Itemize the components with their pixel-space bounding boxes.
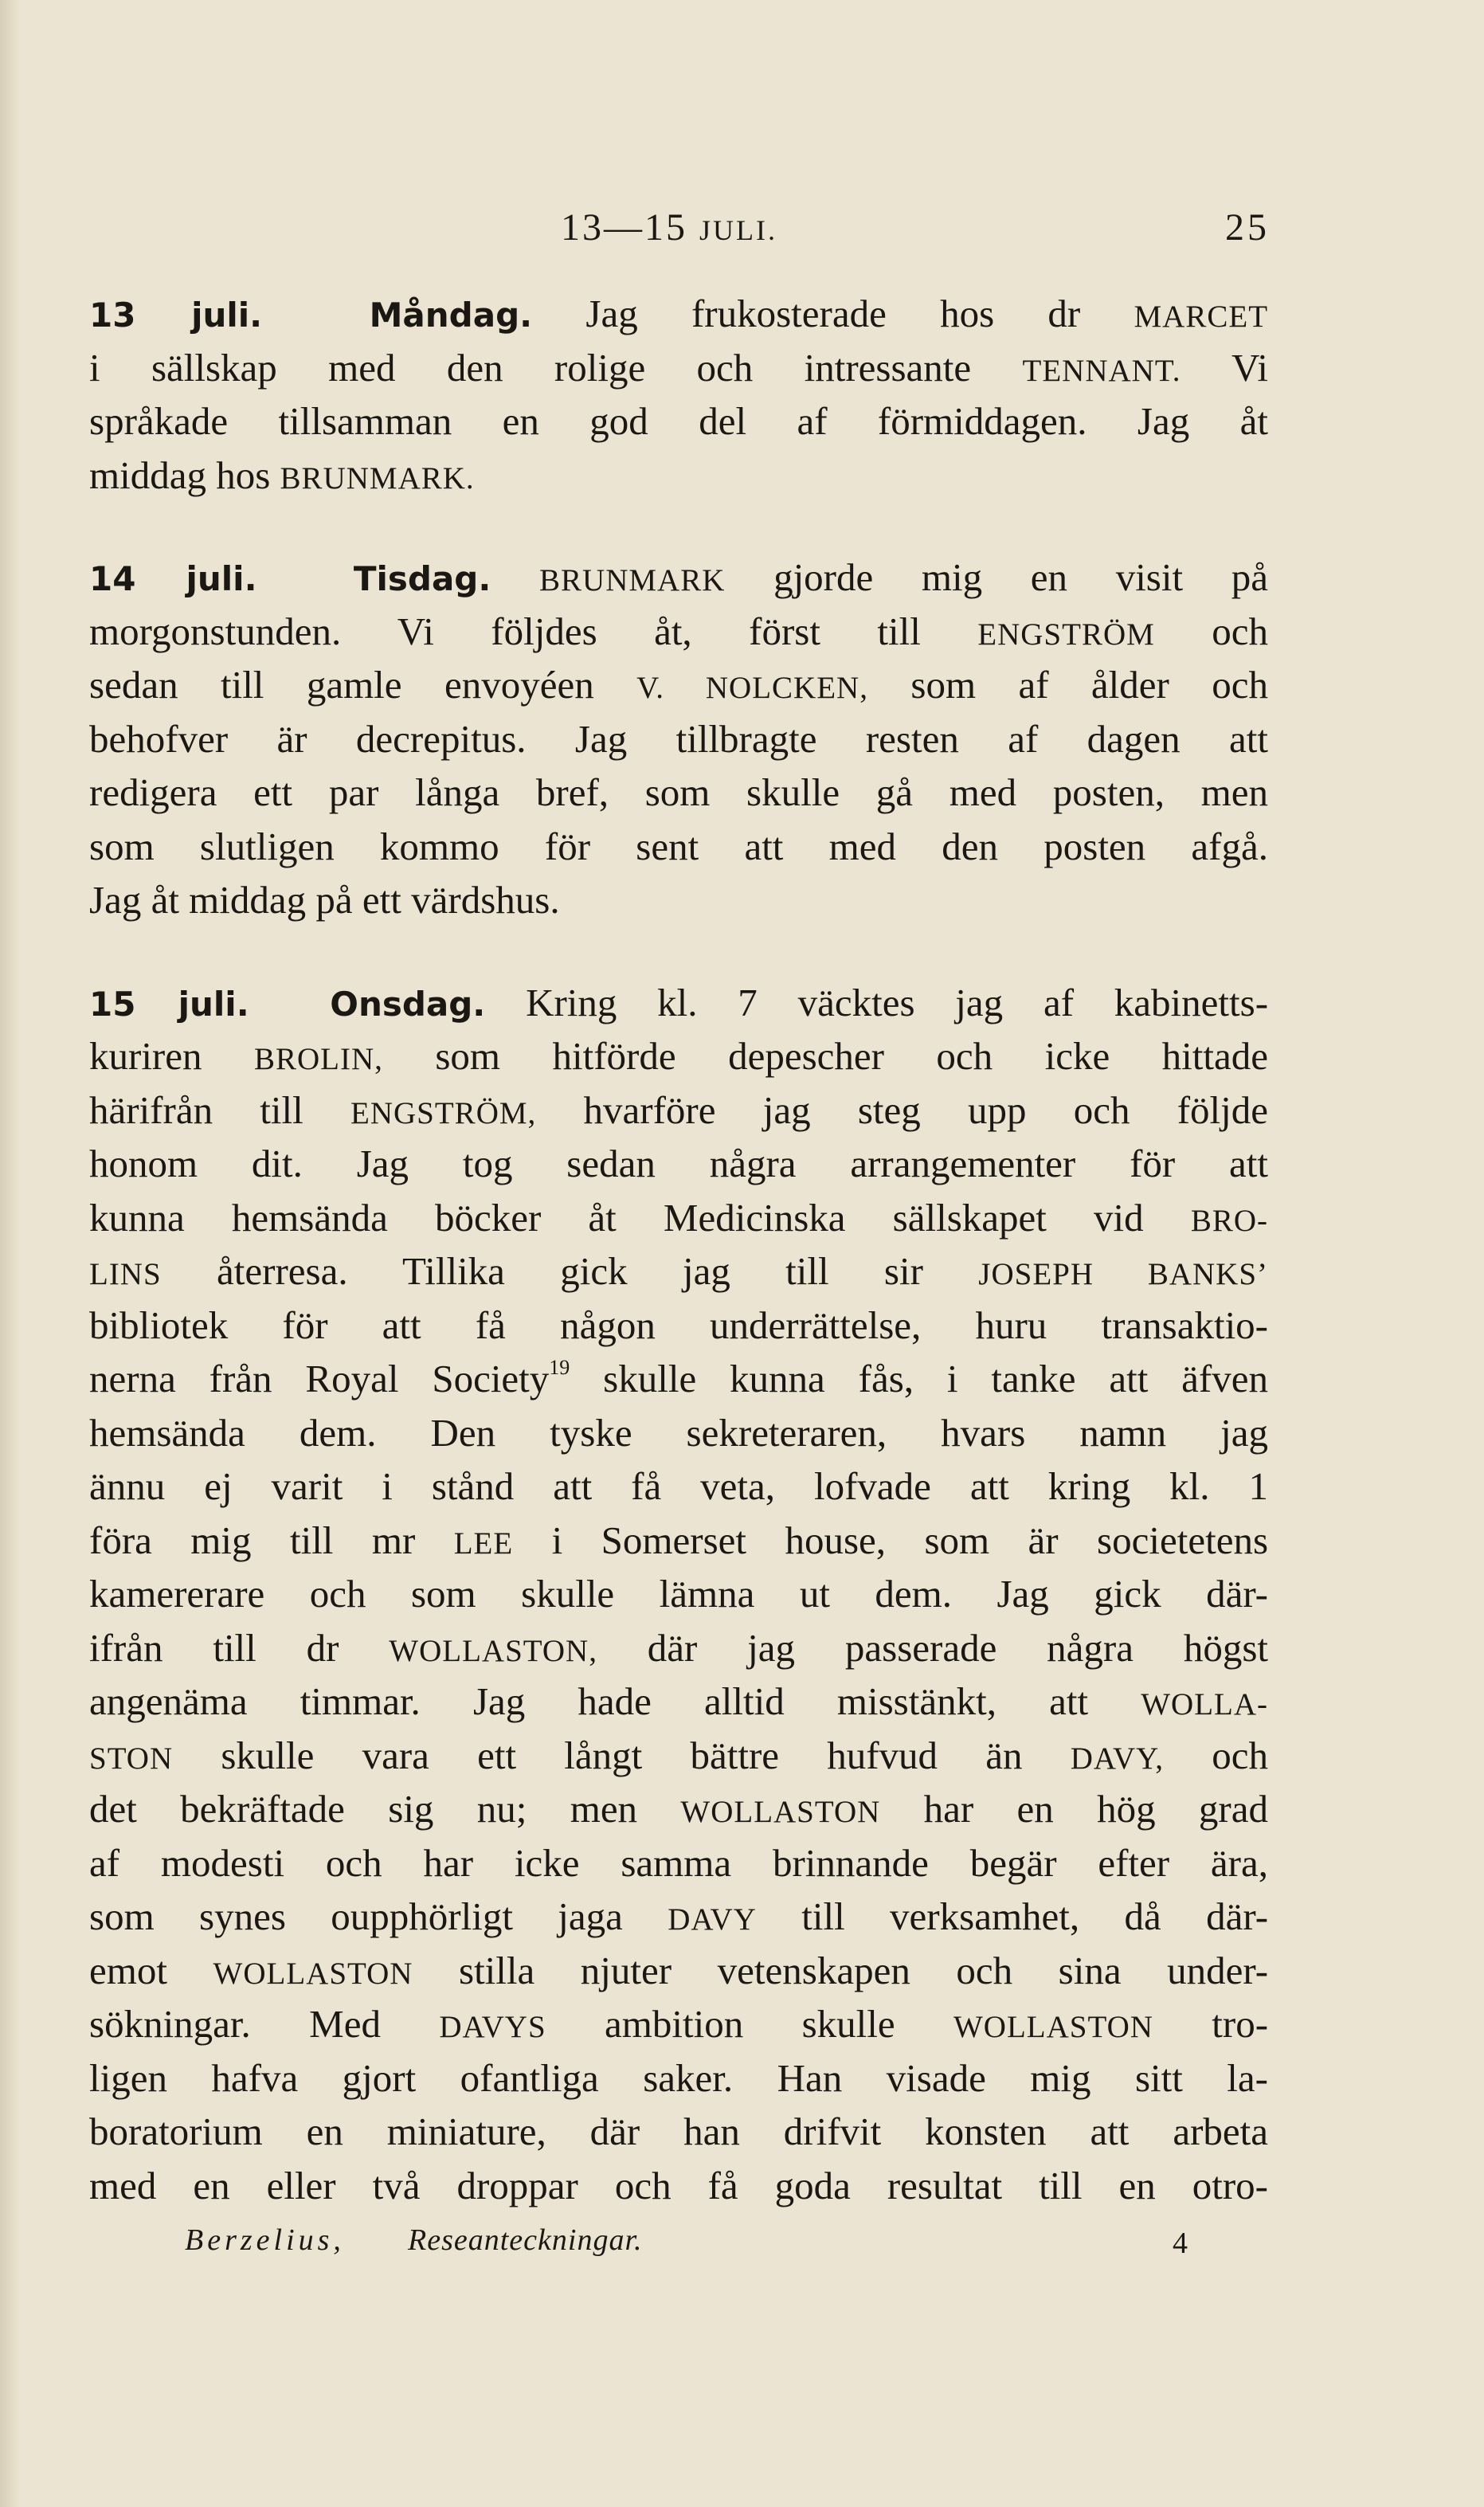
text-segment: ifrån till dr — [89, 1625, 339, 1670]
person-name: WOLLASTON — [213, 1956, 413, 1991]
person-name: WOLLASTON, — [389, 1633, 597, 1668]
text-line — [89, 1675, 1268, 1729]
text-segment: skulle vara ett långt bättre hufvud än — [221, 1733, 1023, 1777]
person-name: JOSEPH BANKS’ — [978, 1257, 1268, 1291]
entry-weekday: Måndag. — [369, 296, 533, 335]
person-name: LEE — [453, 1526, 514, 1561]
text-line: språkade tillsamman en god del af förmiddagen. Jag åt — [89, 399, 1268, 443]
text-segment: härifrån till — [89, 1087, 303, 1132]
text-segment: stilla njuter vetenskapen och sina under- — [459, 1948, 1268, 1992]
text-line — [89, 1729, 1268, 1783]
running-head-title — [561, 206, 777, 249]
text-segment: kunna hemsända böcker åt Medicinska sällskapet vid — [89, 1195, 1144, 1240]
signature-mark: 4 — [1173, 2227, 1188, 2260]
text-segment: Jag frukosterade hos dr — [585, 292, 1081, 335]
text-line: hemsända dem. Den tyske sekreteraren, hvars namn jag — [89, 1410, 1268, 1455]
text-line: bibliotek för att få någon underrättelse, huru transaktio- — [89, 1302, 1268, 1347]
person-name: MARCET — [1134, 300, 1268, 334]
text-segment: återresa. Tillika gick jag till sir — [217, 1249, 923, 1293]
text-segment: i sällskap med den rolige och intressante — [89, 345, 972, 390]
person-name: BRUNMARK. — [280, 460, 475, 496]
text-segment: morgonstunden. Vi följdes åt, först till — [89, 609, 921, 653]
text-segment: i Somerset house, som är societetens — [551, 1518, 1268, 1562]
text-segment: gjorde mig en visit på — [773, 555, 1268, 599]
text-line: ligen hafva gjort ofantliga saker. Han visade mig sitt la- — [89, 2055, 1268, 2100]
person-name: ENGSTRÖM, — [350, 1095, 537, 1130]
text-segment: som af ålder och — [910, 663, 1268, 707]
paragraph-gap — [89, 927, 1268, 976]
running-head — [89, 206, 1268, 261]
text-line — [89, 1514, 1268, 1568]
footer-author: Berzelius, — [185, 2223, 345, 2257]
person-name: DAVY, — [1070, 1741, 1165, 1776]
entry-date: 13 juli. — [89, 296, 263, 335]
page-edge-shadow — [0, 0, 21, 2507]
text-segment: där jag passerade några högst — [647, 1625, 1268, 1670]
text-segment: har en hög grad — [923, 1787, 1268, 1831]
text-line: redigera ett par långa bref, som skulle gå med posten, men — [89, 770, 1268, 814]
text-segment: middag hos — [89, 452, 271, 497]
person-name: V. NOLCKEN, — [636, 671, 868, 705]
text-line: kamererare och som skulle lämna ut dem. Jag gick där- — [89, 1572, 1268, 1616]
text-line — [89, 1029, 1268, 1083]
person-name: WOLLASTON — [680, 1795, 881, 1829]
text-segment: som hitförde depescher och icke hittade — [435, 1034, 1268, 1078]
person-name: WOLLASTON — [953, 2010, 1153, 2044]
running-head-month: JULI. — [699, 214, 777, 246]
person-name: TENNANT. — [1022, 353, 1181, 388]
text-line: ännu ej varit i stånd att få veta, lofvade att kring kl. 1 — [89, 1464, 1268, 1508]
person-name: DAVY — [668, 1902, 757, 1937]
text-line: af modesti och har icke samma brinnande begär efter ära, — [89, 1840, 1268, 1885]
text-line: Jag åt middag på ett värdshus. — [89, 878, 560, 922]
entry-weekday: Onsdag. — [330, 984, 486, 1024]
text-segment: till verksamhet, då där- — [801, 1894, 1268, 1938]
text-segment: det bekräftade sig nu; men — [89, 1787, 638, 1831]
person-name: BRUNMARK — [539, 563, 726, 597]
text-segment: emot — [89, 1948, 167, 1992]
text-segment: sedan till gamle envoyéen — [89, 663, 594, 707]
page-number: 25 — [1225, 206, 1270, 249]
text-line — [89, 550, 1268, 605]
text-line — [89, 605, 1268, 659]
text-line — [89, 976, 1268, 1030]
text-segment: föra mig till mr — [89, 1518, 416, 1562]
text-line: honom dit. Jag tog sedan några arrangementer för att — [89, 1142, 1268, 1185]
entry-weekday: Tisdag. — [353, 559, 491, 598]
text-segment: och — [1212, 609, 1268, 653]
running-head-dates: 13—15 — [561, 206, 687, 249]
text-segment: Vi — [1231, 345, 1268, 390]
person-name: LINS — [89, 1257, 162, 1291]
text-line — [89, 1244, 1268, 1299]
footnote-ref: 19 — [549, 1356, 570, 1379]
text-segment: och — [1212, 1733, 1268, 1777]
text-line: behofver är decrepitus. Jag tillbragte resten af dagen att — [89, 716, 1268, 761]
person-name: BRO- — [1190, 1203, 1268, 1238]
person-name: STON — [89, 1741, 174, 1776]
text-line — [89, 1944, 1268, 1998]
text-line — [89, 1191, 1268, 1245]
text-segment: sökningar. Med — [89, 2002, 381, 2046]
text-segment: hvarföre jag steg upp och följde — [583, 1087, 1268, 1132]
entry-date: 15 juli. — [89, 984, 249, 1024]
text-line — [89, 1083, 1268, 1138]
text-segment: som synes oupphörligt jaga — [89, 1894, 623, 1938]
text-segment: angenäma timmar. Jag hade alltid misstänkt, att — [89, 1679, 1089, 1723]
body-text — [89, 287, 1268, 2212]
page-footer — [185, 2223, 1204, 2270]
text-segment: ambition skulle — [605, 2002, 895, 2046]
text-line — [89, 1782, 1268, 1836]
text-line — [89, 1352, 1268, 1406]
text-line — [89, 449, 1268, 503]
person-name: BROLIN, — [253, 1042, 383, 1076]
text-line — [89, 287, 1268, 341]
text-line — [89, 1890, 1268, 1944]
person-name: ENGSTRÖM — [977, 617, 1155, 652]
text-segment: Kring kl. 7 väcktes jag af kabinetts- — [526, 980, 1268, 1024]
person-name: DAVYS — [439, 2010, 546, 2044]
text-line: med en eller två droppar och få goda resultat till en otro- — [89, 2163, 1268, 2207]
text-segment: nerna från Royal Society — [89, 1357, 550, 1400]
paragraph-gap — [89, 502, 1268, 550]
text-line: som slutligen kommo för sent att med den posten afgå. — [89, 824, 1268, 868]
text-segment: kuriren — [89, 1034, 202, 1078]
footer-title: Reseanteckningar. — [408, 2223, 643, 2257]
text-line — [89, 658, 1268, 712]
entry-date: 14 juli. — [89, 559, 257, 598]
text-segment: tro- — [1212, 2002, 1268, 2046]
text-line: boratorium en miniature, där han drifvit konsten att arbeta — [89, 2109, 1268, 2153]
text-line — [89, 1621, 1268, 1675]
text-segment: skulle kunna fås, i tanke att äfven — [603, 1357, 1268, 1400]
text-line — [89, 1997, 1268, 2051]
text-line — [89, 341, 1268, 395]
person-name: WOLLA- — [1141, 1687, 1268, 1722]
